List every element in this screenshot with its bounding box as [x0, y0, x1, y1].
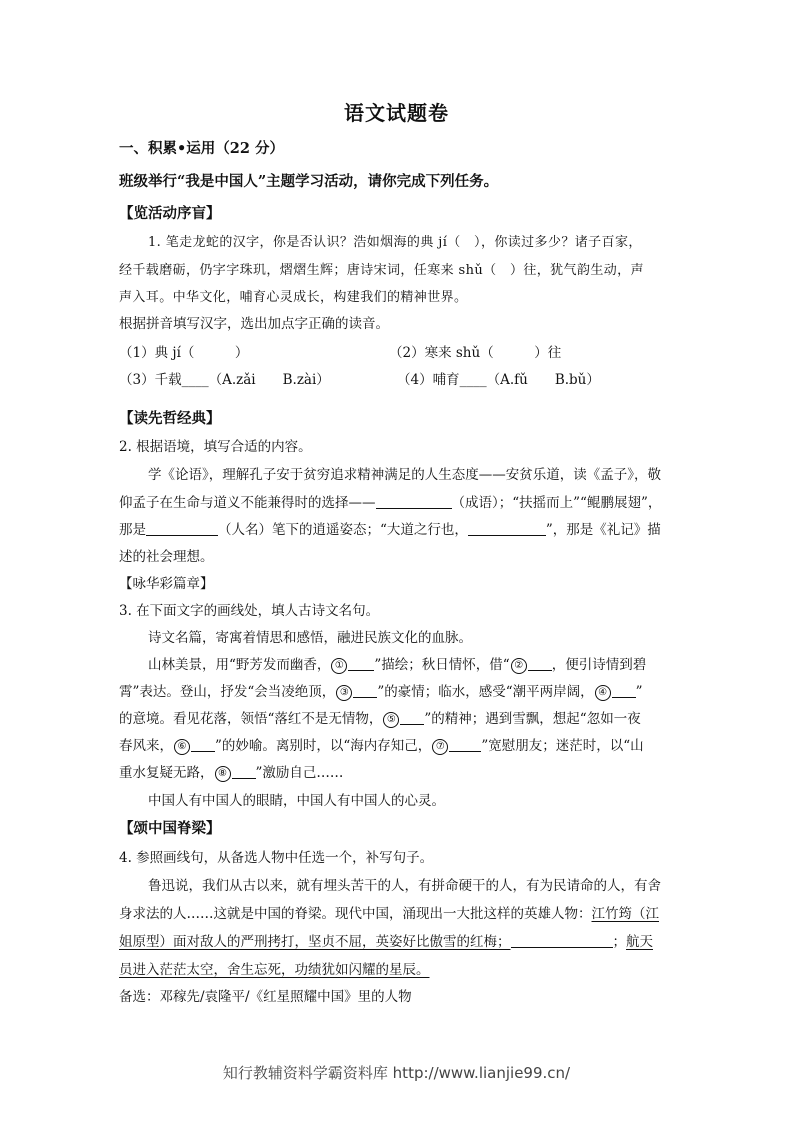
q3-line2-text-b: ”描绘；秋日情怀，借“ — [374, 657, 510, 673]
subsection-heading-2: 【读先哲经典】 — [119, 410, 221, 427]
q3-line6-text-a: 重水复疑无路， — [119, 765, 214, 781]
q2-line3-text-c: ”，那是《礼记》描 — [545, 522, 661, 538]
q4-example-sentence-part4: 员进入茫茫太空，舍生忘死，功绩犹如闪耀的星辰。 — [119, 962, 430, 978]
blank-number-2: ② — [511, 658, 527, 674]
q2-name-blank[interactable] — [146, 521, 218, 536]
q3-line3-text-b: ”的豪情；临水，感受“潮平两岸阔， — [377, 684, 594, 700]
q4-stem: 4. 参照画线句，从备选人物中任选一个，补写句子。 — [119, 850, 434, 866]
blank-number-1: ① — [331, 658, 347, 674]
q1-option-4: （4）哺育____（A.fǔ B.bǔ） — [397, 372, 600, 388]
q2-line2 — [119, 493, 661, 513]
poem-blank-1[interactable] — [348, 656, 374, 671]
q2-line2-text-a: 仰孟子在生命与道义不能兼得时的选择—— — [119, 495, 376, 511]
q2-line3 — [119, 520, 661, 540]
q3-line5-text-c: ”宽慰朋友；迷茫时，以“山 — [481, 738, 644, 754]
q3-line5 — [119, 736, 644, 756]
q3-line4 — [119, 709, 641, 729]
subsection-heading-3: 【咏华彩篇章】 — [119, 576, 214, 592]
poem-blank-8[interactable] — [232, 764, 256, 779]
q2-line4: 述的社会理想。 — [119, 549, 214, 565]
blank-number-7: ⑦ — [432, 739, 448, 755]
q3-line3-text-c: ” — [635, 684, 643, 700]
q3-line4-text-a: 的意境。看见花落，领悟“落红不是无情物， — [119, 711, 383, 727]
q1-paragraph-line1: 1. 笔走龙蛇的汉字，你是否认识？浩如烟海的典 jí（ ），你读过多少？诸子百家， — [148, 235, 642, 250]
q3-line6-text-b: ”激励自己…… — [255, 765, 344, 781]
q2-line3-text-a: 那是 — [119, 522, 146, 538]
poem-blank-3[interactable] — [353, 683, 377, 698]
poem-blank-6[interactable] — [191, 737, 215, 752]
blank-number-3: ③ — [336, 685, 352, 701]
subsection-heading-4: 【颂中国脊梁】 — [119, 820, 221, 837]
q3-stem: 3. 在下面文字的画线处，填人古诗文名句。 — [119, 603, 380, 619]
q1-option-1: （1）典 jí（ ） — [119, 345, 249, 361]
q1-paragraph-line2: 经千载磨砺，仍字字珠玑，熠熠生辉；唐诗宋词，任寒来 shǔ（ ）往，犹气韵生动，声 — [119, 263, 644, 278]
q1-instruction: 根据拼音填写汉字，选出加点字正确的读音。 — [119, 316, 389, 332]
q4-candidates: 备选：邓稼先/袁隆平/《红星照耀中国》里的人物 — [119, 989, 412, 1005]
blank-number-4: ④ — [595, 685, 611, 701]
q3-line5-text-b: ”的妙喻。离别时，以“海内存知己， — [215, 738, 432, 754]
q2-stem: 2. 根据语境，填写合适的内容。 — [119, 439, 312, 455]
q3-line3-text-a: 霄”表达。登山，抒发“会当凌绝顶， — [119, 684, 336, 700]
blank-number-5: ⑤ — [383, 712, 399, 728]
page-title: 语文试题卷 — [344, 101, 449, 125]
q4-example-sentence-part1: 江竹筠（江 — [591, 906, 659, 922]
q2-line2-text-b: （成语）；“扶摇而上”“鲲鹏展翅”， — [451, 495, 662, 511]
q3-line7: 中国人有中国人的眼睛，中国人有中国人的心灵。 — [148, 793, 445, 809]
q1-paragraph-line3: 声入耳。中华文化，哺育心灵成长，构建我们的精神世界。 — [119, 290, 468, 305]
q1-option-2: （2）寒来 shǔ（ ）往 — [389, 345, 562, 361]
poem-blank-7[interactable] — [449, 737, 481, 752]
q3-line2-text-c: ，便引诗情到碧 — [551, 657, 647, 673]
activity-intro: 班级举行“我是中国人”主题学习活动，请你完成下列任务。 — [119, 173, 499, 190]
q3-line5-text-a: 春风来， — [119, 738, 173, 754]
subsection-heading-1: 【览活动序盲】 — [119, 205, 221, 222]
q2-idiom-blank[interactable] — [376, 494, 452, 509]
q3-line1: 诗文名篇，寄寓着情思和感悟，融进民族文化的血脉。 — [148, 630, 472, 646]
blank-number-6: ⑥ — [174, 739, 190, 755]
q2-line3-text-b: （人名）笔下的逍遥姿态；“大道之行也， — [218, 522, 468, 538]
q4-line4 — [119, 960, 430, 980]
poem-blank-5[interactable] — [400, 710, 424, 725]
q4-line3-semicolon: ； — [612, 934, 626, 950]
q4-line3 — [119, 932, 653, 952]
q2-line1: 学《论语》，理解孔子安于贫穷追求精神满足的人生态度——安贫乐道，读《孟子》，敬 — [148, 467, 661, 483]
section-heading: 一、积累•运用（22 分） — [119, 140, 284, 157]
q3-line4-text-b: ”的精神；遇到雪飘，想起“忽如一夜 — [424, 711, 641, 727]
poem-blank-2[interactable] — [528, 656, 552, 671]
poem-blank-4[interactable] — [612, 683, 636, 698]
q1-option-3: （3）千载____（A.zǎi B.zài） — [119, 372, 330, 388]
q4-line1: 鲁迅说，我们从古以来，就有埋头苦干的人，有拼命硬干的人，有为民请命的人，有舍 — [148, 878, 661, 894]
blank-number-8: ⑧ — [215, 766, 231, 782]
q4-line2-text-a: 身求法的人……这就是中国的脊梁。现代中国，涌现出一大批这样的英雄人物： — [119, 906, 592, 922]
q4-line2 — [119, 904, 659, 924]
q3-line2 — [148, 655, 646, 675]
q4-example-sentence-part2: 姐原型）面对敌人的严刑拷打，坚贞不屈，英姿好比傲雪的红梅； — [119, 934, 511, 950]
footer-watermark: 知行教辅资料学霸资料库 http://www.lianjie99.cn/ — [222, 1064, 571, 1082]
q4-example-sentence-part3: 航天 — [626, 934, 653, 950]
q2-quote-blank[interactable] — [468, 521, 546, 536]
q3-line3 — [119, 682, 643, 702]
q3-line2-text-a: 山林美景，用“野芳发而幽香， — [148, 657, 331, 673]
q4-answer-blank[interactable] — [511, 933, 613, 948]
q3-line6 — [119, 763, 343, 783]
